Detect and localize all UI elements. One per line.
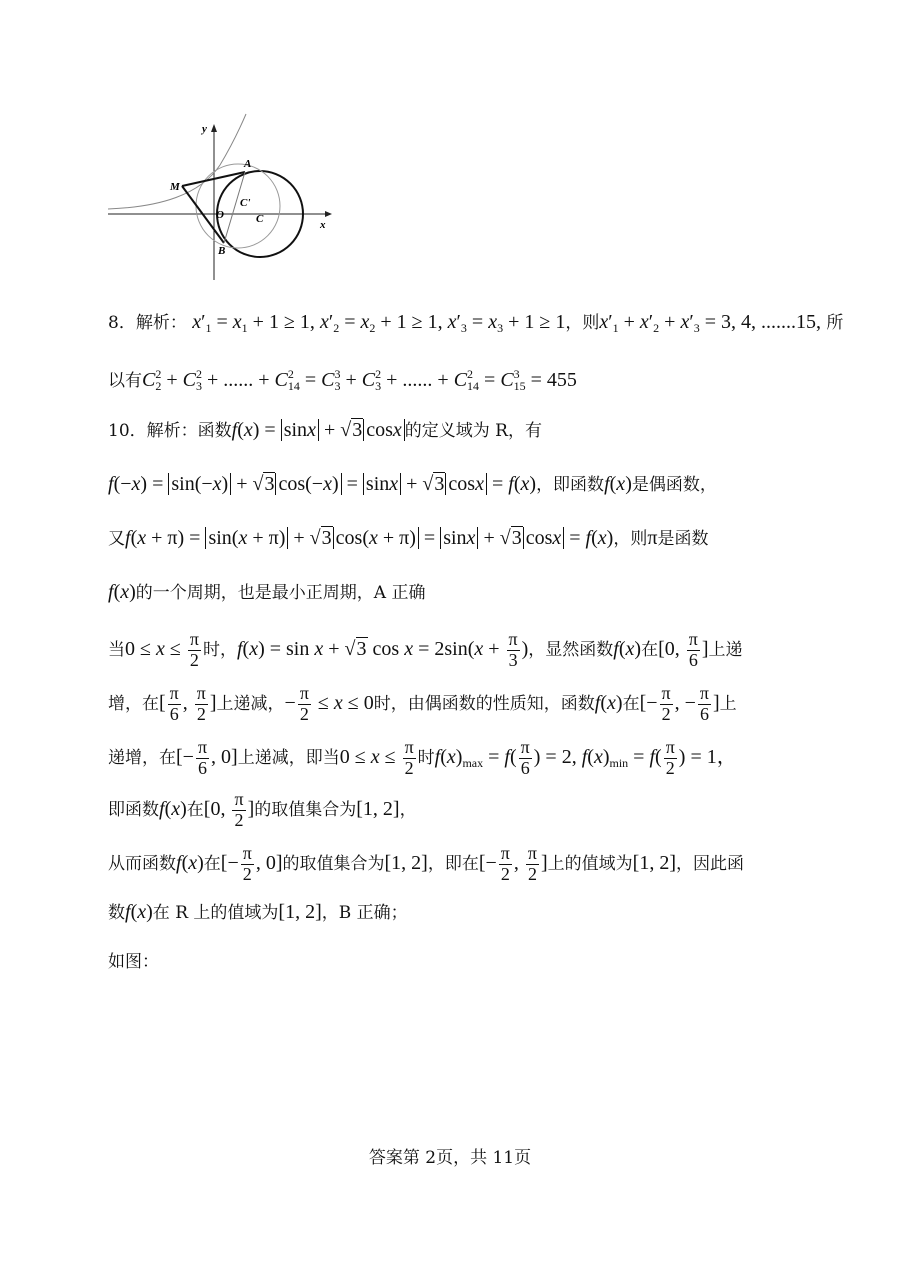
formula: $x'_1 + x'_2 + x'_3 = 3$, 4, .......15, <box>599 311 821 335</box>
solution-10-line-2 <box>108 474 717 494</box>
text: 时，由偶函数的性质知，函数 <box>373 693 595 714</box>
text: ，即在 <box>427 853 479 874</box>
text: 在 <box>203 853 221 874</box>
text: 在 R 上的值域为 <box>152 903 279 923</box>
text: 在 <box>641 639 659 660</box>
formula: [− $\frac{\pi}{2}$ , $\frac{\pi}{2}$ ] <box>478 843 548 884</box>
text: ，B 正确； <box>321 903 408 923</box>
formula: [0, $\frac{\pi}{2}$ ] <box>203 789 255 830</box>
solution-10-line-11 <box>108 954 159 971</box>
solution-10-line-5 <box>108 630 743 671</box>
formula: [− $\frac{\pi}{2}$ , − $\frac{\pi}{6}$ ] <box>639 683 720 724</box>
text: 递增，在 <box>108 747 176 768</box>
text: 上 <box>719 693 737 714</box>
formula: f(x) <box>613 637 642 660</box>
formula: f(x) = sin x + √3 cos x = 2sin(x + $\frac{\pi}{3}$ ) <box>236 629 529 670</box>
text: 上递减， <box>216 693 285 714</box>
formula: f(x) <box>108 581 136 603</box>
label-a: A <box>244 158 252 170</box>
formula: [1, 2] <box>278 901 322 923</box>
solution-8-line-1 <box>108 312 843 334</box>
text: 时 <box>417 747 435 768</box>
formula: [1, 2] <box>356 797 400 820</box>
label-y: y <box>202 123 207 135</box>
text: 上的值域为 <box>547 853 633 874</box>
text: 数 <box>108 903 125 923</box>
text: 是偶函数， <box>631 475 717 495</box>
text: 又 <box>108 529 125 549</box>
text: 的一个周期，也是最小正周期，A 正确 <box>135 583 426 603</box>
text: 10．解析：函数 <box>108 421 232 441</box>
solution-10-line-1 <box>108 420 542 440</box>
formula: f(x) <box>604 473 632 495</box>
formula: $f(x)_{max} = f$( $\frac{\pi}{6}$ ) = 2, $f(x)_{min} = f$( $\frac{\pi}{2}$ ) = 1， <box>434 737 737 778</box>
formula: π <box>647 527 658 549</box>
text: 的取值集合为 <box>282 853 385 874</box>
text: 所 <box>826 313 844 333</box>
text: 时， <box>202 639 237 660</box>
formula: [− $\frac{\pi}{6}$ , 0] <box>176 737 238 778</box>
label-c: C <box>256 213 264 225</box>
formula: f(−x) = sin(−x) + √3 cos(−x) = sinx + √3 cosx = f(x) <box>108 473 537 495</box>
text: 如图： <box>108 952 159 972</box>
text: 即函数 <box>108 799 159 820</box>
formula: f(x) = sinx + √3 cosx <box>232 418 405 441</box>
exponential-curve <box>108 114 246 209</box>
label-b: B <box>218 245 226 257</box>
formula: $C^2_2 + C^2_3$ + ...... + $C^2_{14} = C^3_3 + C^2_3$ + ...... + $C^2_{14} = C^3_{15} = 455$ <box>142 367 577 393</box>
text: ，因此函 <box>675 853 744 874</box>
text: 的取值集合为 <box>254 799 357 820</box>
text: ，显然函数 <box>528 639 614 660</box>
y-axis-arrow <box>211 124 217 132</box>
formula: 0 ≤ x ≤ $\frac{\pi}{2}$ <box>125 629 199 670</box>
label-m: M <box>170 181 180 193</box>
solution-10-line-8: 即函数f(x)在[0, $\frac{\pi}{2}$ ]的取值集合为[1, 2]， <box>108 789 417 830</box>
text: ，即函数 <box>536 475 605 495</box>
formula: [− $\frac{\pi}{2}$ , 0] <box>220 843 283 884</box>
formula: [1, 2] <box>384 851 428 874</box>
formula: f(x) <box>594 691 623 714</box>
text: ，则 <box>613 529 648 549</box>
text: 是函数 <box>657 529 709 549</box>
geometry-figure <box>100 110 340 290</box>
label-x: x <box>320 219 326 231</box>
text: 从而函数 <box>108 853 176 874</box>
circle-tangent-diagram <box>100 110 340 290</box>
text: 以有 <box>108 371 142 391</box>
formula: f(x) <box>176 851 204 874</box>
solution-10-line-10 <box>108 902 408 922</box>
formula: [ $\frac{\pi}{6}$ , $\frac{\pi}{2}$ ] <box>159 683 217 724</box>
formula: [1, 2] <box>632 851 676 874</box>
formula: 0 ≤ x ≤ $\frac{\pi}{2}$ <box>339 737 414 778</box>
solution-10-line-9 <box>108 844 744 885</box>
formula: [0, $\frac{\pi}{6}$ ] <box>658 629 709 670</box>
text: 在 <box>622 693 640 714</box>
formula: $x'_1 = x_1 + 1 \ge 1$, $x'_2 = x_2 + 1 \ge 1$, $x'_3 = x_3 + 1 \ge 1$ <box>192 311 566 335</box>
solution-10-line-6 <box>108 684 737 725</box>
label-o: O <box>216 209 224 221</box>
solution-10-line-3 <box>108 528 708 548</box>
label-c-prime: C' <box>240 197 251 209</box>
text: ，则 <box>565 313 600 333</box>
formula: − $\frac{\pi}{2}$ ≤ x ≤ 0 <box>284 683 374 724</box>
text: 上递减，即当 <box>237 747 340 768</box>
solution-10-line-7 <box>108 738 737 779</box>
formula: f(x) <box>125 901 153 923</box>
x-axis-arrow <box>325 211 332 217</box>
solution-8-line-2 <box>108 368 577 392</box>
text: 8．解析： <box>108 313 187 333</box>
text: 当 <box>108 639 125 660</box>
text: 增，在 <box>108 693 159 714</box>
formula: f(x) <box>159 797 187 820</box>
page-footer: 答案第 2页，共 11页 <box>368 1148 532 1168</box>
solution-10-line-4 <box>108 582 425 602</box>
text: 在 <box>186 799 204 820</box>
text: 上递 <box>708 639 743 660</box>
formula: f(x + π) = sin(x + π) + √3 cos(x + π) = sinx + √3 cosx = f(x) <box>125 527 614 549</box>
text: 的定义域为 R，有 <box>404 421 542 441</box>
